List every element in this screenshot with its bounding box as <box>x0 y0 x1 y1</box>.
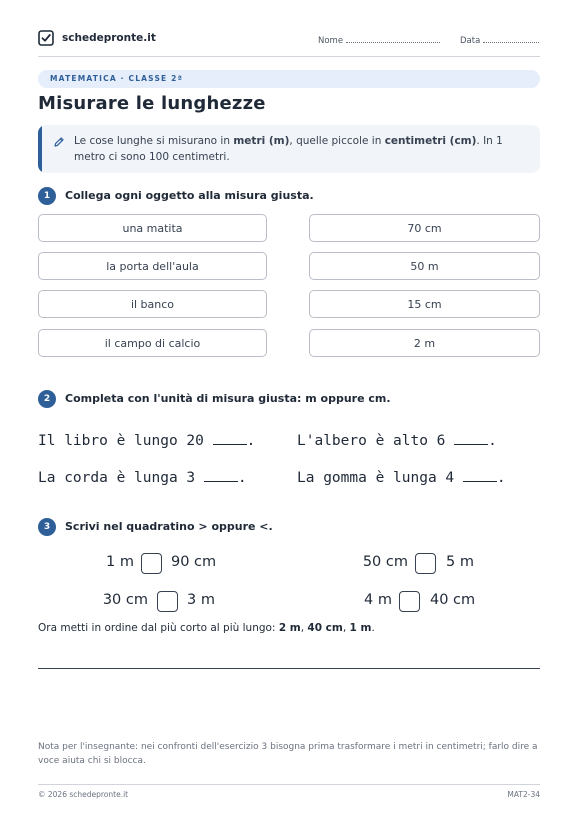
answer-blank[interactable] <box>463 469 497 482</box>
object-box[interactable]: la porta dell'aula <box>38 252 267 280</box>
object-box[interactable]: una matita <box>38 214 267 242</box>
footer-code: MAT2-34 <box>507 790 540 799</box>
checkbox-logo-icon <box>38 30 54 46</box>
object-box[interactable]: il banco <box>38 290 267 318</box>
exercise-number: 2 <box>38 390 56 408</box>
answer-blank[interactable] <box>213 432 247 445</box>
fill-in-sentence: Il libro è lungo 20 . <box>38 433 256 449</box>
pencil-icon <box>53 136 65 148</box>
subject-banner <box>38 70 540 88</box>
answer-blank[interactable] <box>204 469 238 482</box>
subject-label: MATEMATICA · CLASSE 2ª <box>50 74 184 83</box>
date-field[interactable] <box>460 34 539 46</box>
answer-line[interactable] <box>38 668 540 669</box>
exercise-instruction: Scrivi nel quadratino > oppure <. <box>65 520 273 533</box>
measure-box[interactable]: 70 cm <box>309 214 540 242</box>
answer-square[interactable] <box>141 553 162 574</box>
ordering-instruction: Ora metti in ordine dal più corto al più lungo: 2 m, 40 cm, 1 m. <box>38 622 375 634</box>
exercise-number: 1 <box>38 187 56 205</box>
info-accent-bar <box>38 125 42 173</box>
measure-box[interactable]: 50 m <box>309 252 540 280</box>
teacher-note: Nota per l'insegnante: nei confronti dell'esercizio 3 bisogna prima trasformare i metri in centimetri; farlo dire a voce aiuta chi si blocca. <box>38 742 538 766</box>
footer-divider <box>38 784 540 785</box>
fill-in-sentence: La gomma è lunga 4 . <box>297 470 506 486</box>
measure-box[interactable]: 2 m <box>309 329 540 357</box>
exercise-number: 3 <box>38 518 56 536</box>
date-label: Data <box>460 36 481 46</box>
answer-square[interactable] <box>157 591 178 612</box>
answer-square[interactable] <box>415 553 436 574</box>
fill-in-sentence: L'albero è alto 6 . <box>297 433 497 449</box>
footer-copyright: © 2026 schedepronte.it <box>38 790 129 799</box>
exercise-instruction: Completa con l'unità di misura giusta: m oppure cm. <box>65 392 391 405</box>
answer-square[interactable] <box>399 591 420 612</box>
exercise-instruction: Collega ogni oggetto alla misura giusta. <box>65 189 314 202</box>
fill-in-sentence: La corda è lunga 3 . <box>38 470 247 486</box>
name-field[interactable] <box>318 34 440 46</box>
page-header <box>38 30 540 50</box>
info-text: Le cose lunghe si misurano in metri (m), quelle piccole in centimetri (cm). In 1 metro ci sono 100 centimetri. <box>74 135 503 163</box>
object-box[interactable]: il campo di calcio <box>38 329 267 357</box>
brand-name: schedepronte.it <box>62 32 156 44</box>
name-label: Nome <box>318 36 344 46</box>
header-divider <box>38 56 540 57</box>
info-box <box>38 125 540 173</box>
measure-box[interactable]: 15 cm <box>309 290 540 318</box>
page-title: Misurare le lunghezze <box>38 93 266 114</box>
answer-blank[interactable] <box>454 432 488 445</box>
